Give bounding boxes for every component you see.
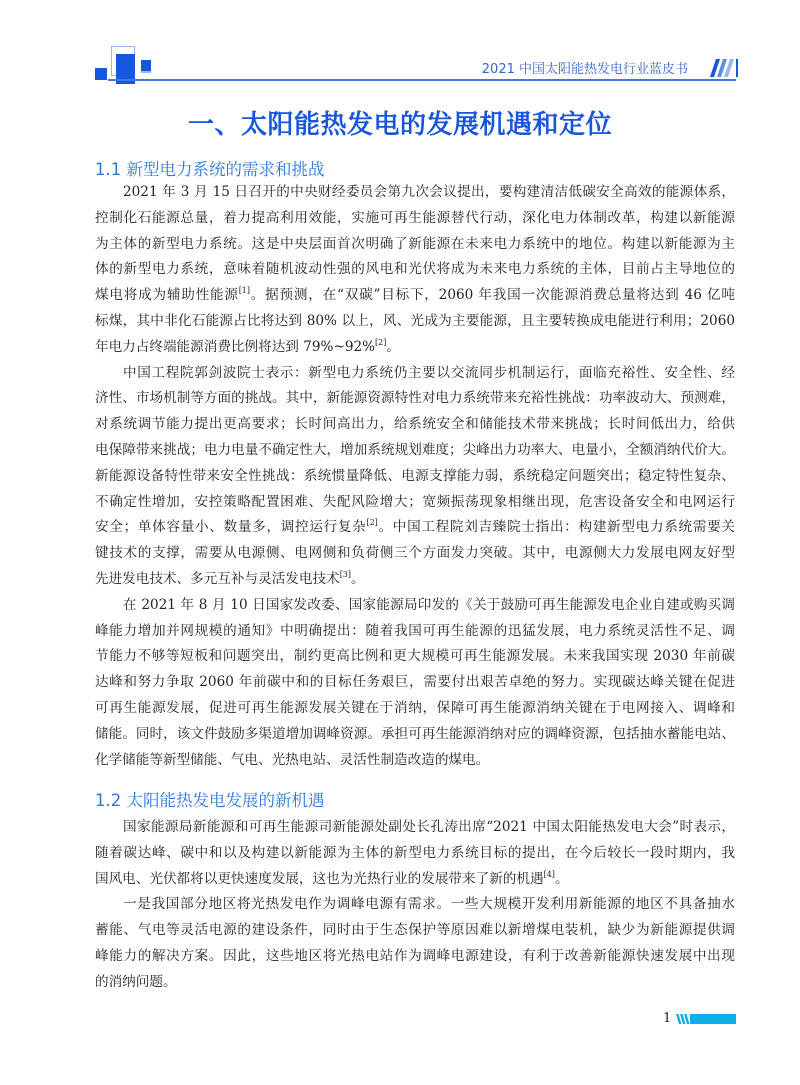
text-line: 电保障带来挑战；电力电量不确定性大，增加系统规划难度；尖峰出力功率大、电量小，全额消纳代价大。 (95, 441, 735, 458)
text-line: 体的新型电力系统，意味着随机波动性强的风电和光伏将成为未来电力系统的主体，目前占主导地位的 (95, 261, 735, 278)
text-line: 国家能源局新能源和可再生能源司新能源处副处长孔涛出席“2021 中国太阳能热发电大会”时表示， (123, 819, 735, 835)
text-line: 可再生能源发展，促进可再生能源发展关键在于消纳，保障可再生能源消纳关键在于电网接入、调峰和 (95, 699, 735, 716)
text-line: 先进发电技术、多元互补与灵活发电技术[3]。 (95, 569, 365, 587)
text-line: 随着碳达峰、碳中和以及构建以新能源为主体的新型电力系统目标的提出，在今后较长一段时期内，我 (95, 844, 735, 861)
text-line: 节能力不够等短板和问题突出，制约更高比例和更大规模可再生能源发展。未来我国实现 2030 年前碳 (95, 648, 735, 665)
text-line: 一是我国部分地区将光热发电作为调峰电源有需求。一些大规模开发利用新能源的地区不具备抽水 (123, 896, 735, 913)
section-body-1-2 (95, 815, 735, 996)
text-line: 年电力占终端能源消费比例将达到 79%~92%[2]。 (95, 337, 400, 355)
triple-slash-icon (705, 59, 739, 77)
text-line: 控制化石能源总量，着力提高利用效能，实施可再生能源替代行动，深化电力体制改革，构建以新能源 (95, 209, 735, 226)
text-line: 煤电将成为辅助性能源[1]。据预测，在“双碳”目标下，2060 年我国一次能源消费总量将达到 46 亿吨 (95, 286, 735, 304)
text-line: 储能。同时，该文件鼓励多渠道增加调峰资源。承担可再生能源消纳对应的调峰资源，包括抽水蓄能电站、 (95, 725, 735, 742)
citation-ref: [4] (543, 869, 555, 879)
text-line: 化学储能等新型储能、气电、光热电站、灵活性制造改造的煤电。 (95, 751, 490, 768)
text-line: 键技术的支撑，需要从电源侧、电网侧和负荷侧三个方面发力突破。其中，电源侧大力发展电网友好型 (95, 545, 735, 562)
logo-square-small (95, 68, 107, 80)
page-number: 1 (663, 1011, 672, 1026)
text-line: 为主体的新型电力系统。这是中央层面首次明确了新能源在未来电力系统中的地位。构建以新能源为主 (95, 235, 735, 252)
text-line: 峰能力增加并网规模的通知》中明确提出：随着我国可再生能源的迅猛发展，电力系统灵活性不足、调 (95, 622, 735, 639)
paragraph (95, 180, 735, 361)
text-line: 安全；单体容量小、数量多，调控运行复杂[2]。中国工程院刘吉臻院士指出：构建新型电力系统需要关 (95, 518, 736, 536)
section-body-1-1 (95, 180, 735, 773)
text-line: 济性、市场机制等方面的挑战。其中，新能源资源特性对电力系统带来充裕性挑战：功率波动大、预测难， (95, 390, 735, 407)
paragraph (95, 892, 735, 995)
running-header-title: 2021 中国太阳能热发电行业蓝皮书 (481, 62, 688, 77)
text-line: 不确定性增加，安控策略配置困难、失配风险增大；宽频振荡现象相继出现，危害设备安全和电网运行 (95, 493, 735, 510)
text-line: 达峰和努力争取 2060 年前碳中和的目标任务艰巨，需要付出艰苦卓绝的努力。实现碳达峰关键在促进 (95, 674, 735, 691)
citation-ref: [2] (375, 337, 387, 347)
citation-ref: [2] (366, 518, 378, 528)
logo-square-right (141, 60, 151, 73)
text-line: 峰能力的解决方案。因此，这些地区将光热电站作为调峰电源建设，有利于改善新能源快速发展中出现 (95, 947, 735, 964)
text-line: 国风电、光伏都将以更快速度发展，这也为光热行业的发展带来了新的机遇[4]。 (95, 869, 569, 887)
citation-ref: [1] (238, 286, 251, 296)
text-line: 标煤，其中非化石能源占比将达到 80% 以上，风、光成为主要能源，且主要转换成电能进行利用；2060 (95, 312, 735, 329)
section-heading-1-1: 1.1 新型电力系统的需求和挑战 (95, 160, 325, 179)
citation-ref: [3] (339, 569, 352, 579)
page-number-bar (676, 1014, 736, 1024)
chapter-title: 一、太阳能热发电的发展机遇和定位 (187, 110, 612, 140)
text-line: 2021 年 3 月 15 日召开的中央财经委员会第九次会议提出，要构建清洁低碳安全高效的能源体系， (123, 184, 735, 200)
text-line: 新能源设备特性带来安全性挑战：系统惯量降低、电源支撑能力弱，系统稳定问题突出；稳定特性复杂、 (95, 467, 735, 484)
text-line: 的消纳问题。 (95, 973, 177, 990)
paragraph (95, 593, 735, 774)
paragraph (95, 361, 735, 593)
text-line: 中国工程院郭剑波院士表示：新型电力系统仍主要以交流同步机制运行，面临充裕性、安全性、经 (123, 364, 735, 381)
paragraph (95, 815, 735, 892)
text-line: 蓄能、气电等灵活电源的建设条件，同时由于生态保护等原因难以新增煤电装机，缺少为新能源提供调 (95, 922, 735, 939)
text-line: 对系统调节能力提出更高要求；长时间高出力，给系统安全和储能技术带来挑战；长时间低出力，给供 (95, 416, 735, 433)
text-line: 在 2021 年 8 月 10 日国家发改委、国家能源局印发的《关于鼓励可再生能源发电企业自建或购买调 (123, 596, 735, 613)
header-rule (108, 79, 736, 81)
section-heading-1-2: 1.2 太阳能热发电发展的新机遇 (95, 791, 325, 810)
